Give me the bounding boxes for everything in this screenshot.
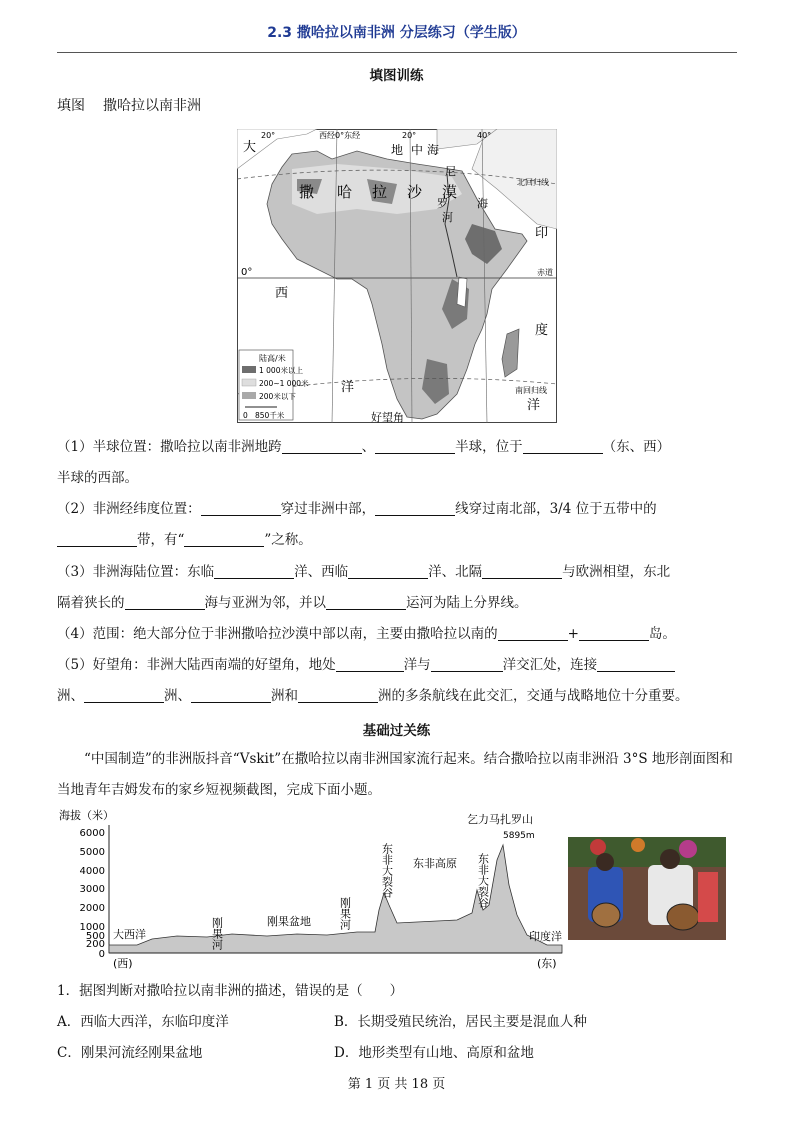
map-label-ha: 哈 (337, 183, 353, 201)
profile-label-congo-river-1: 刚果河 (210, 917, 224, 950)
profile-label-atlantic: 大西洋 (113, 928, 146, 941)
legend-item-mid: 200~1 000米 (259, 379, 309, 388)
answer-blank[interactable] (336, 655, 404, 672)
profile-ytick: 4000 (79, 866, 105, 877)
map-label-zhong: 中 (411, 143, 424, 157)
map-label-ni: 尼 (445, 165, 456, 178)
answer-blank[interactable] (482, 562, 562, 579)
map-label-yin: 印 (535, 226, 549, 241)
profile-ytick: 5000 (79, 847, 105, 858)
answer-blank[interactable] (523, 437, 603, 454)
question-5: （5）好望角：非洲大陆西南端的好望角，地处 洋与 洋交汇处，连接 洲、 洲、 洲和 洲的多条航线在此交汇，交通与战略地位十分重要。 (57, 657, 689, 704)
profile-ytick: 1000 (79, 922, 105, 933)
legend-scale-zero: 0 (243, 411, 248, 420)
legend-item-low: 200米以下 (259, 392, 296, 401)
map-label-di: 地 (391, 143, 404, 157)
profile-label-east: (东) (537, 957, 557, 970)
map-label-hai2: 海 (477, 197, 488, 210)
map-label-mo: 漠 (442, 183, 458, 201)
drummer-video-screenshot (568, 837, 726, 940)
map-label-luo: 罗 (437, 197, 448, 210)
profile-label-kili: 乞力马扎罗山 (467, 813, 533, 826)
legend-title: 陆高/米 (259, 354, 286, 363)
map-label-tropic-capricorn: 南回归线 (515, 386, 547, 395)
page-footer: 第 1 页 共 18 页 (347, 1077, 446, 1092)
map-lon-label-e40: 40° (477, 131, 492, 140)
profile-label-indian: 印度洋 (529, 930, 562, 943)
map-label-hai: 海 (427, 143, 440, 157)
mcq-1-stem: 1．据图判断对撒哈拉以南非洲的描述，错误的是（ ） (57, 983, 404, 999)
map-lon-label-w20: 20° (261, 131, 276, 140)
profile-label-rift-1: 东非大裂谷 (380, 843, 394, 898)
answer-blank[interactable] (57, 530, 137, 547)
profile-label-plateau: 东非高原 (413, 857, 457, 870)
profile-ylabel: 海拔（米） (59, 809, 114, 822)
legend-item-high: 1 000米以上 (259, 366, 303, 375)
section-title-fill-map: 填图训练 (369, 68, 424, 84)
map-label-yang-east: 洋 (527, 398, 541, 413)
answer-blank[interactable] (298, 686, 378, 703)
map-label-sa: 撒 (299, 183, 315, 201)
profile-label-rift-2: 东非大裂谷 (476, 853, 490, 908)
map-label-sha: 沙 (407, 183, 423, 201)
section-title-basic: 基础过关练 (362, 723, 431, 739)
profile-ytick: 6000 (79, 828, 105, 839)
answer-blank[interactable] (201, 499, 281, 516)
question-3: （3）非洲海陆位置：东临 洋、西临 洋、北隔 与欧洲相望，东北 隔着狭长的 海与亚洲为邻，并以 运河为陆上分界线。 (57, 564, 671, 611)
fill-map-label: 填图 (57, 98, 85, 114)
profile-ytick: 3000 (79, 884, 105, 895)
answer-blank[interactable] (214, 562, 294, 579)
answer-blank[interactable] (498, 624, 568, 641)
mcq-1-option-d[interactable]: D．地形类型有山地、高原和盆地 (334, 1045, 534, 1061)
mcq-1-option-b[interactable]: B．长期受殖民统治，居民主要是混血人种 (334, 1014, 587, 1030)
map-label-da: 大 (243, 140, 257, 155)
answer-blank[interactable] (125, 593, 205, 610)
terrain-profile-chart (57, 805, 567, 970)
fill-map-region-name: 撒哈拉以南非洲 (103, 98, 201, 114)
africa-relief-map (237, 129, 557, 423)
answer-blank[interactable] (579, 624, 649, 641)
map-label-la: 拉 (372, 183, 388, 201)
document-header-title: 2.3 撒哈拉以南非洲 分层练习（学生版） (267, 25, 526, 41)
answer-blank[interactable] (282, 437, 362, 454)
answer-blank[interactable] (348, 562, 428, 579)
map-label-tropic-cancer: 北回归线 (517, 178, 549, 187)
answer-blank[interactable] (375, 437, 455, 454)
answer-blank[interactable] (326, 593, 406, 610)
map-label-he: 河 (442, 211, 453, 224)
profile-label-west: (西) (113, 957, 133, 970)
profile-label-congo-basin: 刚果盆地 (267, 915, 311, 928)
map-lon-label-0: 西经0°东经 (319, 131, 361, 140)
map-lon-label-e20: 20° (402, 131, 417, 140)
question-4: （4）范围：绝大部分位于非洲撒哈拉沙漠中部以南，主要由撒哈拉以南的 + 岛。 (57, 626, 676, 642)
map-label-cape: 好望角 (371, 411, 404, 423)
profile-ytick: 2000 (79, 903, 105, 914)
legend-scale-text: 850千米 (255, 411, 285, 420)
answer-blank[interactable] (84, 686, 164, 703)
answer-blank[interactable] (184, 530, 264, 547)
profile-ytick: 200 (85, 939, 105, 950)
header-rule (57, 52, 737, 53)
answer-blank[interactable] (597, 655, 675, 672)
profile-label-congo-river-2: 刚果河 (338, 897, 352, 930)
intro-paragraph: “中国制造”的非洲版抖音“Vskit”在撒哈拉以南非洲国家流行起来。结合撒哈拉以南非洲沿 3°S 地形剖面图和当地青年吉姆发布的家乡短视频截图，完成下面小题。 (57, 751, 733, 798)
map-label-equator: 赤道 (537, 268, 553, 277)
map-lat-label-equator: 0° (241, 267, 253, 278)
profile-ytick: 0 (98, 949, 105, 960)
mcq-1-option-a[interactable]: A．西临大西洋，东临印度洋 (57, 1014, 229, 1030)
answer-blank[interactable] (431, 655, 503, 672)
map-label-du: 度 (535, 323, 549, 338)
question-2: （2）非洲经纬度位置： 穿过非洲中部， 线穿过南北部，3/4 位于五带中的 带，有“ ”之称。 (57, 501, 657, 548)
question-1: （1）半球位置：撒哈拉以南非洲地跨 、 半球，位于 （东、西） 半球的西部。 (57, 439, 671, 486)
map-label-yang-west: 洋 (341, 380, 355, 395)
answer-blank[interactable] (375, 499, 455, 516)
mcq-1-option-c[interactable]: C．刚果河流经刚果盆地 (57, 1045, 203, 1061)
fill-map-heading (57, 95, 219, 115)
answer-blank[interactable] (191, 686, 271, 703)
map-label-xi: 西 (275, 286, 289, 301)
profile-terrain (109, 845, 562, 953)
profile-label-kili-height: 5895m (503, 831, 535, 841)
profile-ytick: 500 (85, 931, 105, 942)
